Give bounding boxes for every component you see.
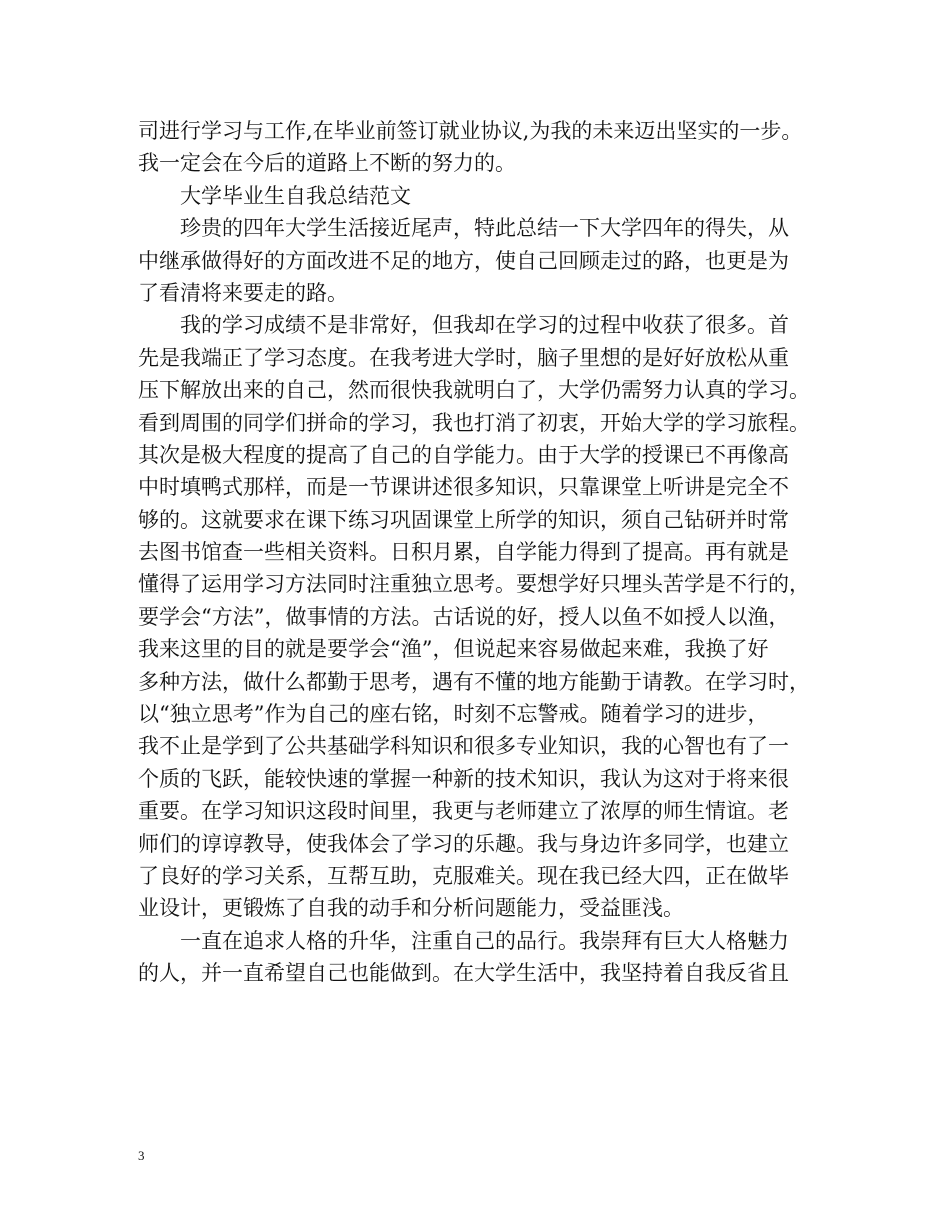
- text-line: 我一定会在今后的道路上不断的努力的。: [138, 151, 516, 176]
- text-line: 中时填鸭式那样，而是一节课讲述很多知识，只靠课堂上听讲是完全不: [138, 475, 789, 500]
- text-line: 我的学习成绩不是非常好，但我却在学习的过程中收获了很多。首: [180, 313, 789, 338]
- text-line: 一直在追求人格的升华，注重自己的品行。我崇拜有巨大人格魅力: [180, 928, 789, 953]
- text-line: 多种方法，做什么都勤于思考，遇有不懂的地方能勤于请教。在学习时，: [138, 669, 810, 694]
- text-line: 个质的飞跃，能较快速的掌握一种新的技术知识，我认为这对于将来很: [138, 766, 789, 791]
- text-line: 了看清将来要走的路。: [138, 280, 348, 305]
- body-text: [138, 115, 828, 990]
- text-line: 珍贵的四年大学生活接近尾声，特此总结一下大学四年的得失，从: [180, 216, 789, 241]
- text-line: 压下解放出来的自己，然而很快我就明白了，大学仍需努力认真的学习。: [138, 378, 810, 403]
- text-line: 重要。在学习知识这段时间里，我更与老师建立了浓厚的师生情谊。老: [138, 799, 789, 824]
- text-line: 大学毕业生自我总结范文: [180, 183, 411, 208]
- text-line: 去图书馆查一些相关资料。日积月累，自学能力得到了提高。再有就是: [138, 540, 789, 565]
- text-line: 的人，并一直希望自己也能做到。在大学生活中，我坚持着自我反省且: [138, 961, 789, 986]
- text-line: 师们的谆谆教导，使我体会了学习的乐趣。我与身边许多同学，也建立: [138, 831, 789, 856]
- text-line: 其次是极大程度的提高了自己的自学能力。由于大学的授课已不再像高: [138, 442, 789, 467]
- text-line: 我来这里的目的就是要学会“渔”，但说起来容易做起来难，我换了好: [138, 637, 769, 662]
- text-line: 要学会“方法”，做事情的方法。古话说的好，授人以鱼不如授人以渔，: [138, 604, 790, 629]
- text-line: 以“独立思考”作为自己的座右铭，时刻不忘警戒。随着学习的进步，: [138, 702, 769, 727]
- text-line: 我不止是学到了公共基础学科知识和很多专业知识，我的心智也有了一: [138, 734, 789, 759]
- text-line: 中继承做得好的方面改进不足的地方，使自己回顾走过的路，也更是为: [138, 248, 789, 273]
- text-line: 了良好的学习关系，互帮互助，克服难关。现在我已经大四，正在做毕: [138, 863, 789, 888]
- text-line: 业设计，更锻炼了自我的动手和分析问题能力，受益匪浅。: [138, 896, 684, 921]
- page-number: 3: [138, 1148, 145, 1163]
- text-line: 先是我端正了学习态度。在我考进大学时，脑子里想的是好好放松从重: [138, 345, 789, 370]
- text-line: 司进行学习与工作,在毕业前签订就业协议,为我的未来迈出坚实的一步。: [138, 119, 803, 143]
- text-line: 够的。这就要求在课下练习巩固课堂上所学的知识，须自己钻研并时常: [138, 507, 789, 532]
- text-line: 懂得了运用学习方法同时注重独立思考。要想学好只埋头苦学是不行的，: [138, 572, 810, 597]
- text-line: 看到周围的同学们拼命的学习，我也打消了初衷，开始大学的学习旅程。: [138, 410, 810, 435]
